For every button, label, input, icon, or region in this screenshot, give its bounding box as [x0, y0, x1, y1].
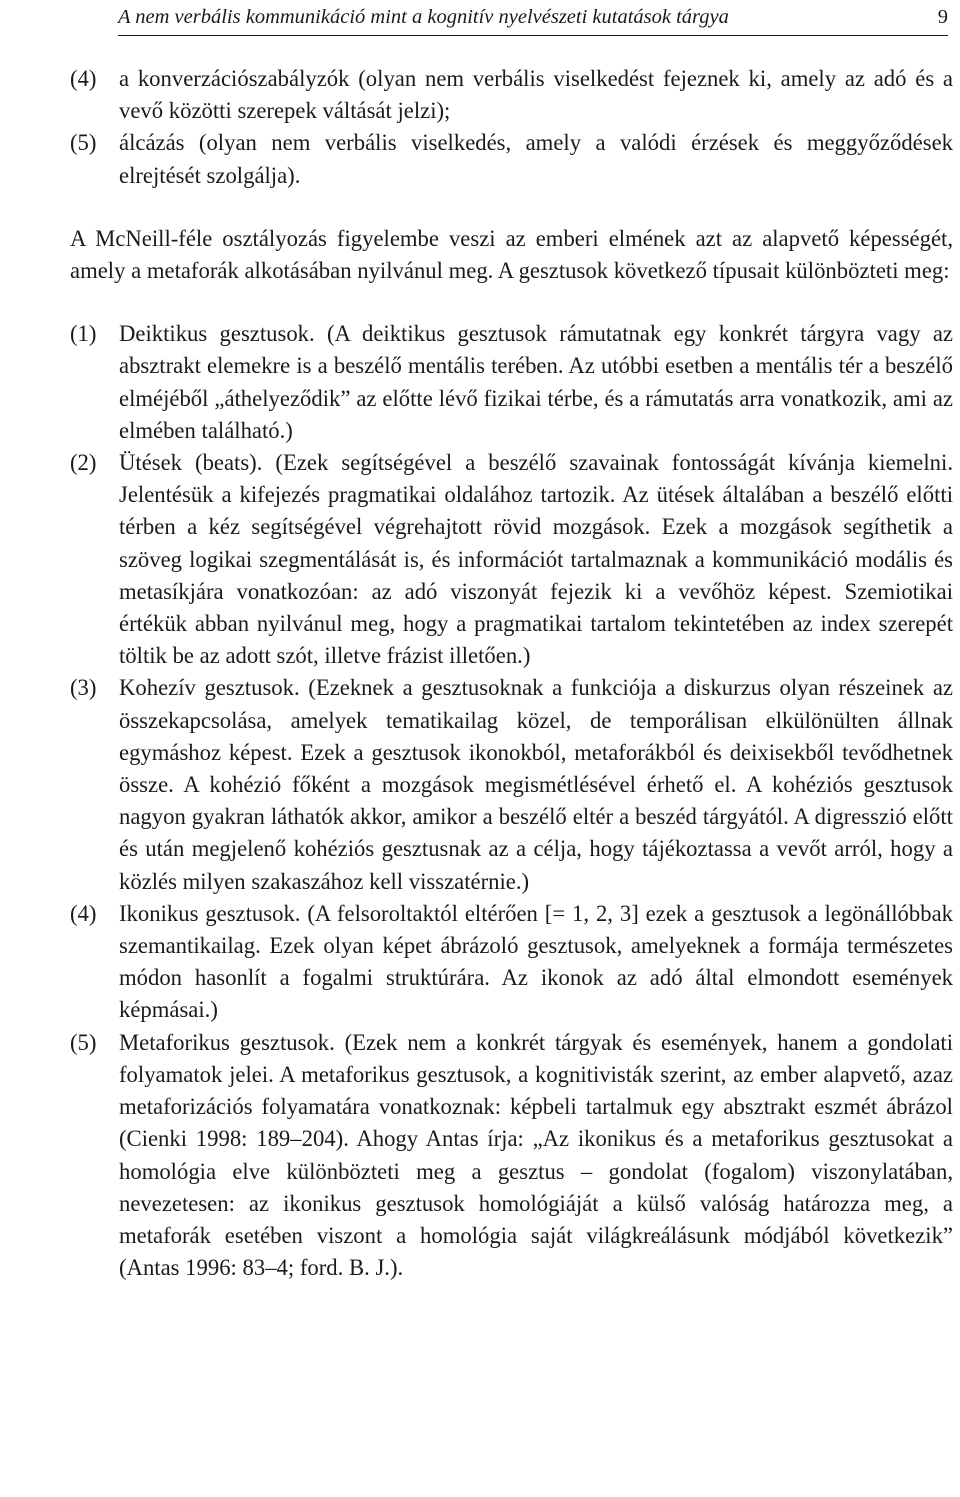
- list-item-text: álcázás (olyan nem verbális viselkedés, amely a valódi érzések és meggyőződések elrejtését szolgálja).: [119, 130, 953, 188]
- list-item: [70, 1027, 953, 1285]
- list-item: [70, 447, 953, 672]
- list-item-text: Ütések (beats). (Ezek segítségével a beszélő szavainak fontosságát kívánja kiemelni. Jelentésük a kifejezés pragmatikai oldalához tartozik. Az ütések általában a beszélő előtti térben a kéz segítségével végrehajtott rövid mozgások. Ezek a mozgások segíthetik a szöveg logikai szegmentálását is, és információt tartalmaznak a kommunikáció modális és metasíkjára vonatkozóan: az adó viszonyát fejezik ki a vevőhöz képest. Szemiotikai értékük abban nyilvánul meg, hogy a pragmatikai tartalom tekintetében az index szerepét töltik be az adott szót, illetve frázist illetően.): [119, 450, 953, 669]
- list-item-text: a konverzációszabályzók (olyan nem verbális viselkedést fejeznek ki, amely az adó és a vevő közötti szerepek váltását jelzi);: [119, 66, 953, 124]
- list-item-number: (1): [70, 321, 97, 347]
- list-item: [70, 898, 953, 1027]
- running-header: [118, 2, 948, 34]
- list-item: [70, 63, 953, 127]
- list-item-text: Metaforikus gesztusok. (Ezek nem a konkrét tárgyak és események, hanem a gondolati folyamatok jelei. A metaforikus gesztusok, a kognitivisták szerint, az ember alapvető, azaz metaforizációs folyamatára vonatkoznak: képbeli tartalmuk egy absztrakt eszmét ábrázol (Cienki 1998: 189–204). Ahogy Antas írja: „Az ikonikus és a metaforikus gesztusokat a homológia elve különbözteti meg a gesztus – gondolat (fogalom) viszonylatában, nevezetesen: az ikonikus gesztusok homológiáját a külső valóság határozza meg, a metaforák esetében viszont a homológia saját világkreálásunk módjából következik” (Antas 1996: 83–4; ford. B. J.).: [119, 1029, 953, 1281]
- list-item-number: (4): [70, 900, 97, 926]
- list-item-number: (3): [70, 675, 97, 701]
- intro-list: [70, 63, 953, 192]
- list-item-number: (2): [70, 450, 97, 476]
- list-item-number: (5): [70, 1029, 97, 1055]
- list-item-number: (5): [70, 130, 97, 156]
- list-item: [70, 318, 953, 447]
- gesture-types-list: [70, 318, 953, 1284]
- list-item-text: Deiktikus gesztusok. (A deiktikus gesztusok rámutatnak egy konkrét tárgyra vagy az absztrakt elemekre is a beszélő mentális terében. Az utóbbi esetben a mentális tér a beszélő elméjéből „áthelyeződik” az előtte lévő fizikai térbe, és a rámutatás arra vonatkozik, ami az elmében található.): [119, 321, 953, 443]
- header-rule: [118, 35, 948, 36]
- body-paragraph: A McNeill-féle osztályozás figyelembe veszi az emberi elmének azt az alapvető képességét, amely a metaforák alkotásában nyilvánul meg. A gesztusok következő típusait különbözteti meg:: [70, 225, 953, 284]
- list-item: [70, 672, 953, 897]
- list-item: [70, 127, 953, 191]
- page-number: 9: [937, 6, 948, 28]
- list-item-text: Ikonikus gesztusok. (A felsoroltaktól eltérően [= 1, 2, 3] ezek a gesztusok a legönállóbbak szemantikailag. Ezek olyan képet ábrázoló gesztusok, amelyeknek a formája természetes módon hasonlít a fogalmi struktúrára. Az ikonok az adó által elmondott események képmásai.): [119, 900, 953, 1023]
- page-body: [70, 63, 953, 1284]
- list-item-number: (4): [70, 66, 97, 91]
- list-item-text: Kohezív gesztusok. (Ezeknek a gesztusoknak a funkciója a diskurzus olyan részeinek az összekapcsolása, amelyek tematikailag közel, de temporálisan elkülönülten állnak egymáshoz képest. Ezek a gesztusok ikonokból, metaforákból és deixisekből tevődhetnek össze. A kohézió főként a mozgások megismétlésével érhető el. A kohéziós gesztusok nagyon gyakran láthatók akkor, amikor a beszélő eltér a beszéd tárgyától. A digresszió előtt és után megjelenő kohéziós gesztusnak az a célja, hogy tájékoztassa a vevőt arról, hogy a közlés milyen szakaszához kell visszatérnie.): [119, 675, 953, 894]
- header-title: A nem verbális kommunikáció mint a kognitív nyelvészeti kutatások tárgya: [118, 6, 729, 28]
